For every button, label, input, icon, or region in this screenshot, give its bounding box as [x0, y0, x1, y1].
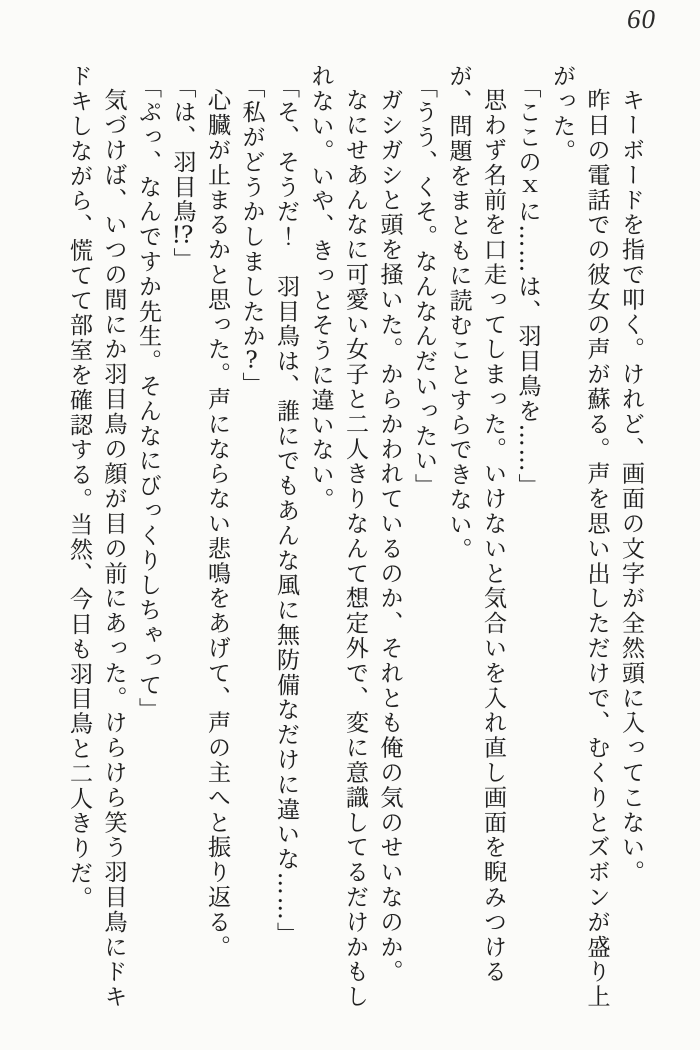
page-text: [62, 64, 649, 1014]
paragraph: 「ここのｘに……は、羽目鳥を……」: [514, 75, 541, 499]
paragraph: 気づけば、いつの間にか羽目鳥の顔が目の前にあった。けらけら笑う羽目鳥にドキドキしながら、慌てて部室を確認する。当然、今日も羽目鳥と二人きりだ。: [66, 64, 127, 1010]
paragraph: 昨日の電話での彼女の声が蘇る。声を思い出しただけで、むくりとズボンが盛り上がった。: [549, 64, 610, 1010]
paragraph: 「ぷっ、なんですか先生。そんなにびっくりしちゃって」: [135, 75, 161, 723]
paragraph: 「そ、そうだ！ 羽目鳥は、誰にでもあんな風に無防備なだけに違いな……」: [273, 75, 299, 947]
paragraph: 心臓が止まるかと思った。声にならない悲鳴をあげて、声の主へと振り返る。: [204, 88, 230, 960]
paragraph: 「うう、くそ。なんなんだいったい」: [411, 75, 437, 499]
tate-chu-yoko-text: !?: [171, 224, 194, 248]
paragraph: ガシガシと頭を掻いた。からかわれているのか、それとも俺の気のせいなのか。: [376, 88, 403, 985]
page-number: 60: [627, 4, 656, 34]
paragraph: キーボードを指で叩く。けれど、画面の文字が全然頭に入ってこない。: [618, 88, 644, 885]
paragraph: 「は、羽目鳥!?」: [169, 75, 196, 273]
paragraph: なにせあんなに可愛い女子と二人きりなんて想定外で、変に意識してるだけかもしれない。いや、きっとそうに違いない。: [307, 64, 368, 1010]
paragraph: 「私がどうかしましたか?」: [238, 75, 265, 397]
paragraph: 思わず名前を口走ってしまった。いけないと気合いを入れ直し画面を睨みつけるが、問題をまともに読むことすらできない。: [445, 64, 506, 985]
tate-chu-yoko-text: ?: [245, 348, 258, 372]
